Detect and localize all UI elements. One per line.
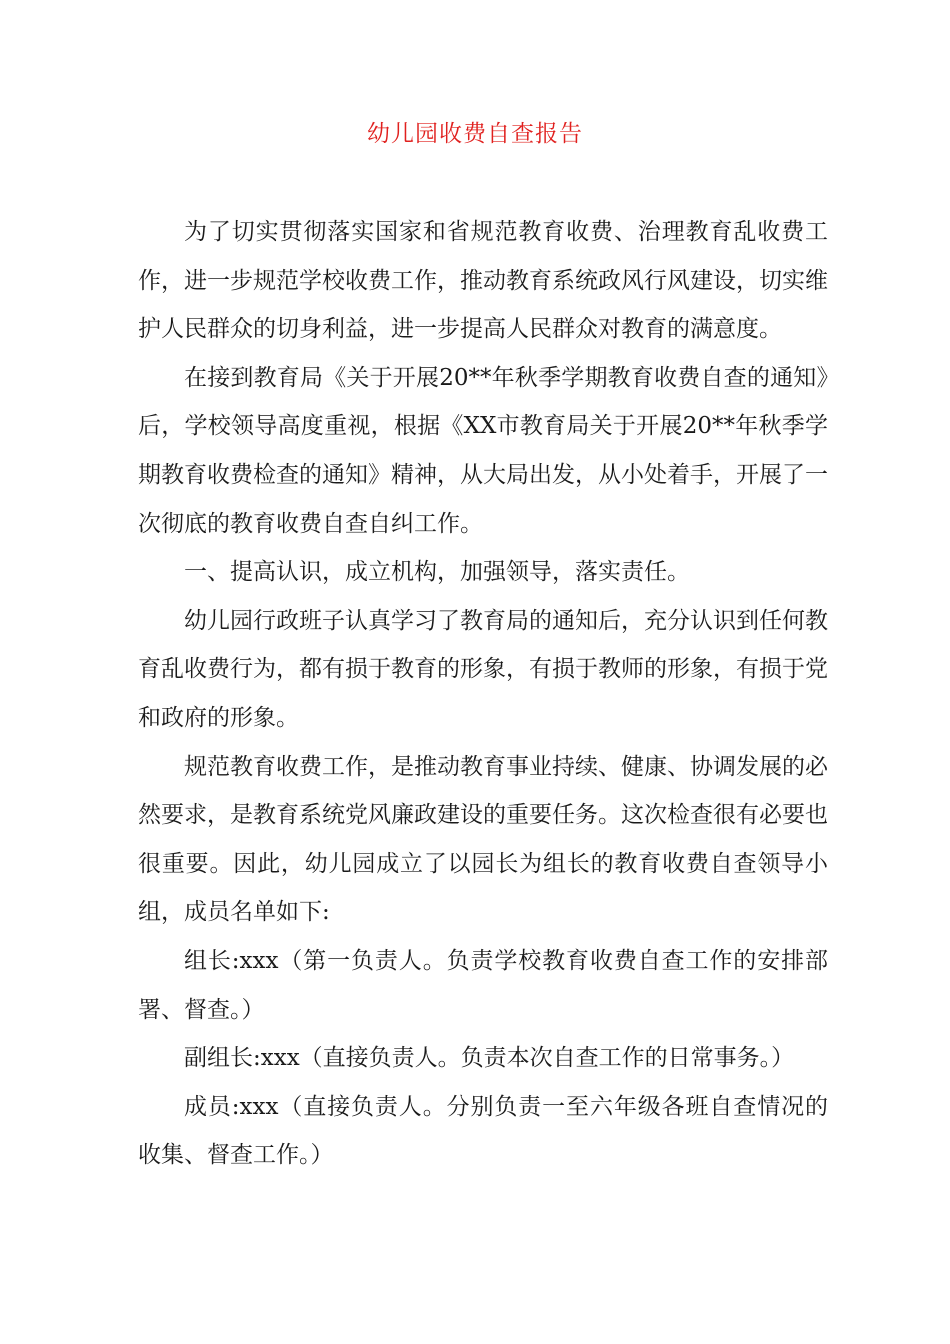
member-deputy-leader: 副组长:xxx（直接负责人。负责本次自查工作的日常事务。） [184, 1045, 795, 1072]
paragraph-purpose: 为了切实贯彻落实国家和省规范教育收费、治理教育乱收费工作，进一步规范学校收费工作，推动教育系统政风行风建设，切实维护人民群众的切身利益，进一步提高人民群众对教育的满意度。 [138, 219, 828, 343]
paragraph-leadership-group: 规范教育收费工作，是推动教育事业持续、健康、协调发展的必然要求，是教育系统党风廉政建设的重要任务。这次检查很有必要也很重要。因此，幼儿园成立了以园长为组长的教育收费自查领导小组，成员名单如下: [138, 753, 828, 926]
paragraph-awareness: 幼儿园行政班子认真学习了教育局的通知后，充分认识到任何教育乱收费行为，都有损于教育的形象，有损于教师的形象，有损于党和政府的形象。 [138, 607, 828, 731]
member-leader: 组长:xxx（第一负责人。负责学校教育收费自查工作的安排部署、督查。） [138, 947, 828, 1023]
paragraph-notice: 在接到教育局《关于开展20**年秋季学期教育收费自查的通知》后，学校领导高度重视，根据《XX市教育局关于开展20**年秋季学期教育收费检查的通知》精神，从大局出发，从小处着手，开展了一次彻底的教育收费自查自纠工作。 [138, 364, 828, 537]
document-body [138, 208, 828, 1180]
member-members: 成员:xxx（直接负责人。分别负责一至六年级各班自查情况的收集、督查工作。） [138, 1093, 828, 1169]
document-title: 幼儿园收费自查报告 [367, 121, 583, 147]
section-heading-1: 一、提高认识，成立机构，加强领导，落实责任。 [184, 559, 690, 586]
